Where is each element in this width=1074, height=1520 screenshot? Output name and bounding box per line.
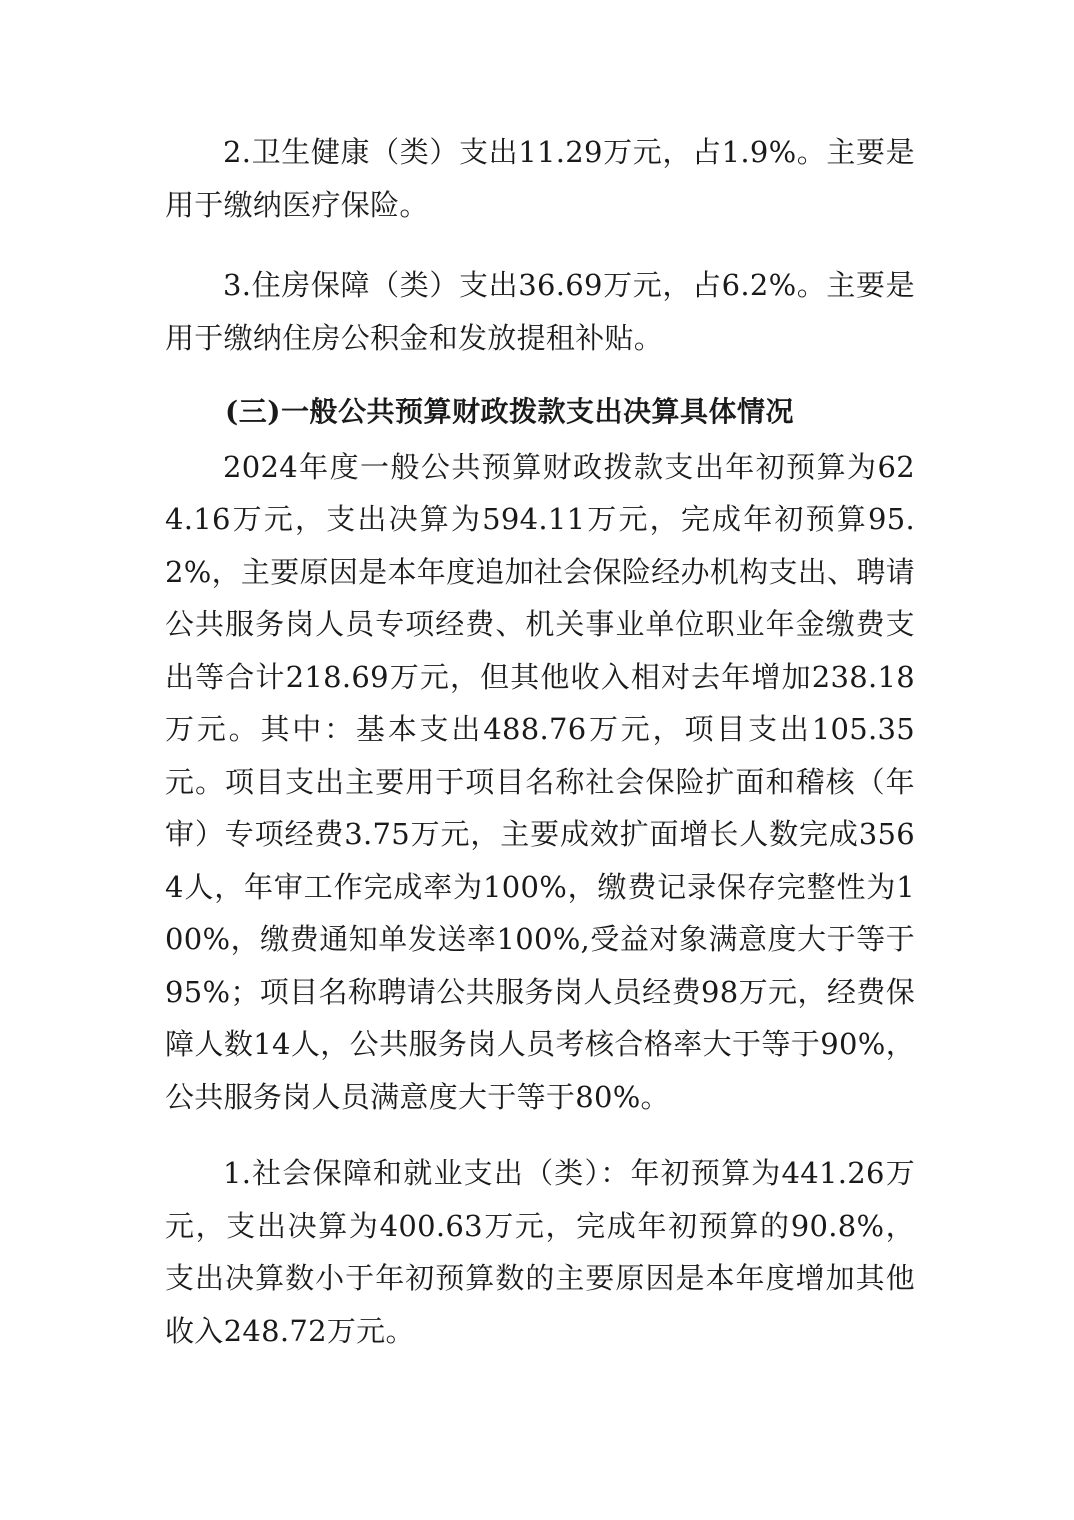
document-page: [165, 126, 915, 1357]
paragraph-budget-overview: 2024年度一般公共预算财政拨款支出年初预算为624.16万元，支出决算为594.11万元，完成年初预算95.2%，主要原因是本年度追加社会保险经办机构支出、聘请公共服务岗人员专项经费、机关事业单位职业年金缴费支出等合计218.69万元，但其他收入相对去年增加238.18万元。其中：基本支出488.76万元，项目支出105.35元。项目支出主要用于项目名称社会保险扩面和稽核（年审）专项经费3.75万元，主要成效扩面增长人数完成3564人，年审工作完成率为100%，缴费记录保存完整性为100%，缴费通知单发送率100%,受益对象满意度大于等于95%；项目名称聘请公共服务岗人员经费98万元，经费保障人数14人，公共服务岗人员考核合格率大于等于90%，公共服务岗人员满意度大于等于80%。: [165, 449, 915, 1114]
section-heading: (三)一般公共预算财政拨款支出决算具体情况: [225, 395, 794, 428]
paragraph-social-security-expenditure: 1.社会保障和就业支出（类）：年初预算为441.26万元，支出决算为400.63万元，完成年初预算的90.8%，支出决算数小于年初预算数的主要原因是本年度增加其他收入248.72万元。: [165, 1156, 915, 1348]
paragraph-health-expenditure: 2.卫生健康（类）支出11.29万元，占1.9%。主要是用于缴纳医疗保险。: [165, 135, 915, 222]
paragraph-housing-expenditure: 3.住房保障（类）支出36.69万元，占6.2%。主要是用于缴纳住房公积金和发放提租补贴。: [165, 268, 915, 355]
